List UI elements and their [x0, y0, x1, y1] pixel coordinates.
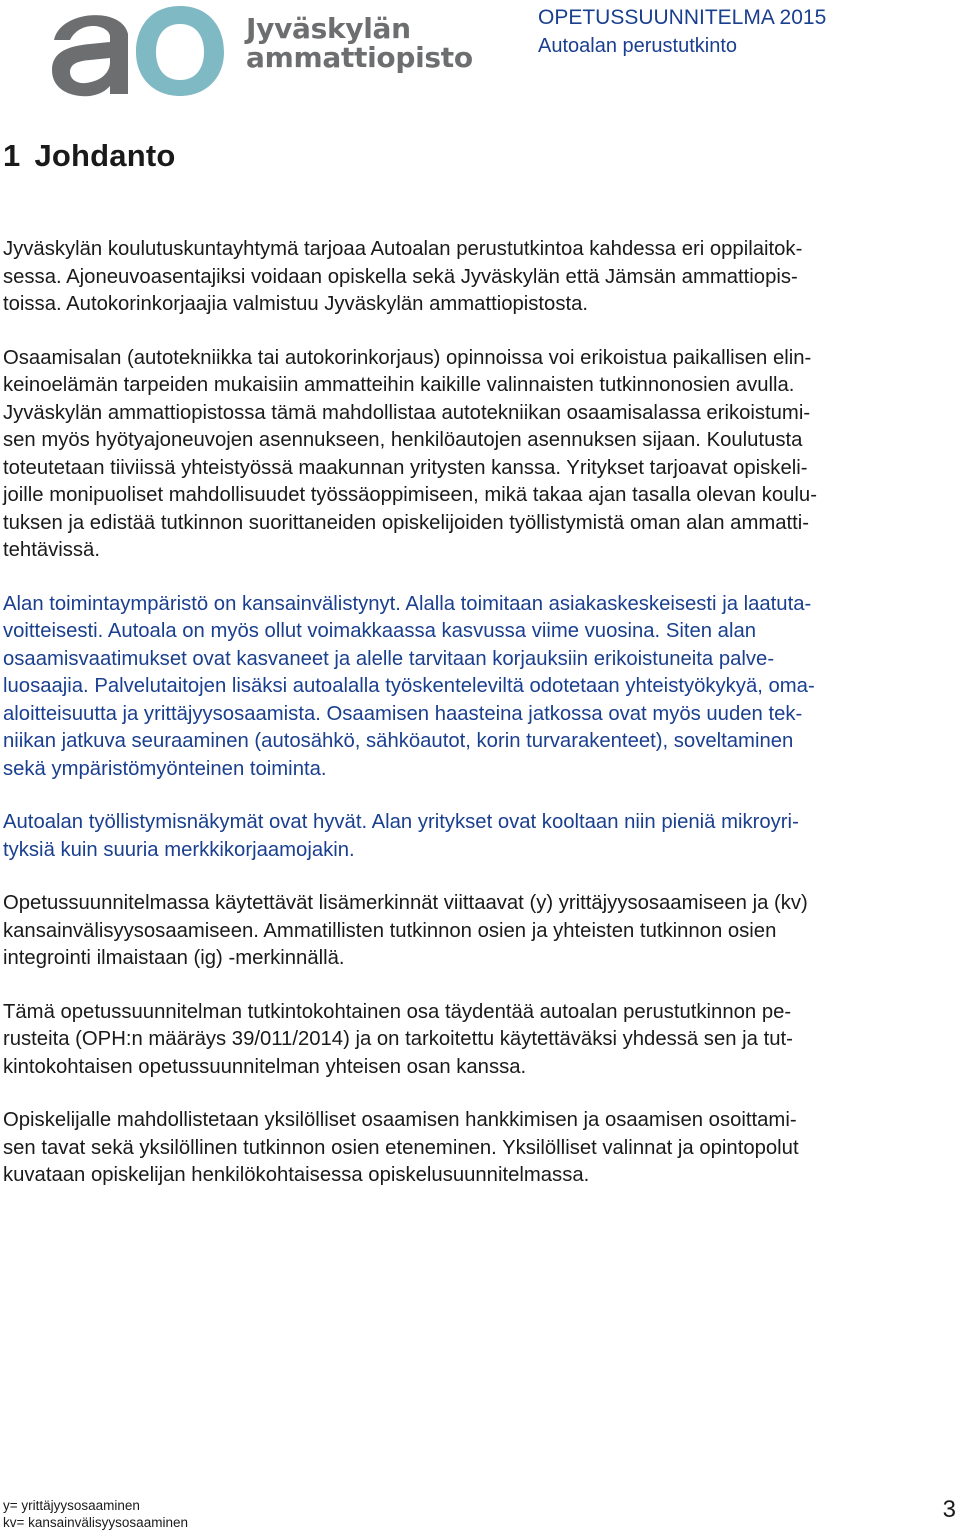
- footer-notes: [3, 1497, 188, 1531]
- paragraph-individual: Opiskelijalle mahdollistetaan yksilölliset osaamisen hankkimisen ja osaamisen osoittami- sen tavat sekä yksilöllinen tutkinnon osien eteneminen. Yksilölliset valinnat ja opintopolut kuvataan opiskelijan henkilökohtaisessa opiskelusuunnitelmassa.: [3, 1109, 799, 1186]
- section-heading: [3, 138, 176, 174]
- section-number: 1: [3, 138, 21, 173]
- paragraph-employment: Autoalan työllistymisnäkymät ovat hyvät. Alan yritykset ovat kooltaan niin pieniä mikroyri- tyksiä kuin suuria merkkikorjaamojakin.: [3, 811, 799, 861]
- footnote-kv: kv= kansainvälisyysosaaminen: [3, 1515, 188, 1530]
- page-header: [0, 0, 960, 110]
- paragraph-curriculum: Tämä opetussuunnitelman tutkintokohtainen osa täydentää autoalan perustutkinnon pe- rusteita (OPH:n määräys 39/011/2014) ja on tarkoitettu käytettäväksi yhdessä sen ja tut- kintokohtaisen opetussuunnitelman yhteisen osan kanssa.: [3, 1000, 793, 1078]
- section-title: Johdanto: [34, 138, 176, 173]
- jyvaskylan-ammattiopisto-logo: [50, 0, 473, 100]
- document-subtitle: Autoalan perustutkinto: [538, 35, 738, 57]
- body-content: [3, 236, 955, 1216]
- paragraph-offerings: Jyväskylän koulutuskuntayhtymä tarjoaa Autoalan perustutkintoa kahdessa eri oppilaitok- sessa. Ajoneuvoasentajiksi voidaan opiskella sekä Jyväskylän että Jämsän ammattiopis- toissa. Autokorinkorjaajia valmistuu Jyväskylän ammattiopistosta.: [3, 238, 803, 315]
- paragraph-specialization: Osaamisalan (autotekniikka tai autokorinkorjaus) opinnoissa voi erikoistua paikallisen elin- keinoelämän tarpeiden mukaisiin ammatteihin kaikille valinnaisten tutkinnonosien avulla. Jyväskylän ammattiopistossa tämä mahdollistaa autotekniikan osaamisalassa erikoistumi- sen myös hyötyajoneuvojen asennukseen, henkilöautojen asennuksen sijaan. Koulutusta toteutetaan tiiviissä yhteistyössä maakunnan yritysten kanssa. Yritykset tarjoavat opiskeli- joille monipuoliset mahdollisuudet työssäoppimiseen, mikä takaa ajan tasalla olevan koulu- tuksen ja edistää tutkinnon suorittaneiden opiskelijoiden työllistymistä oman alan ammatti- tehtävissä.: [3, 346, 817, 561]
- document-meta: [538, 4, 826, 60]
- paragraph-markings: Opetussuunnitelmassa käytettävät lisämerkinnät viittaavat (y) yrittäjyysosaamiseen ja (kv) kansainvälisyysosaamiseen. Ammatillisten tutkinnon osien ja yhteisten tutkinnon osien integrointi ilmaistaan (ig) -merkinnällä.: [3, 892, 808, 969]
- logo-text-line1: Jyväskylän: [246, 12, 411, 45]
- logo-text-line2: ammattiopisto: [246, 41, 473, 74]
- page-number: 3: [942, 1496, 956, 1523]
- document-title: OPETUSSUUNNITELMA 2015: [538, 6, 827, 29]
- logo-wordmark: [246, 14, 473, 72]
- ao-logo-mark-icon: [50, 0, 230, 100]
- footnote-y: y= yrittäjyysosaaminen: [3, 1498, 140, 1513]
- paragraph-environment: Alan toimintaympäristö on kansainvälistynyt. Alalla toimitaan asiakaskeskeisesti ja laatuta- voitteisesti. Autoala on myös ollut voimakkaassa kasvussa viime vuosina. Siten alan osaamisvaatimukset ovat kasvaneet ja alelle tarvitaan korjauksiin erikoistuneita palve- luosaajia. Palvelutaitojen lisäksi autoalalla työskenteleviltä odotetaan yhteistyökykyä, oma- aloitteisuutta ja yrittäjyysosaamista. Osaamisen haasteina jatkossa ovat myös uuden tek- niikan jatkuva seuraaminen (autosähkö, sähköautot, korin turvarakenteet), soveltaminen sekä ympäristömyönteinen toiminta.: [3, 592, 815, 780]
